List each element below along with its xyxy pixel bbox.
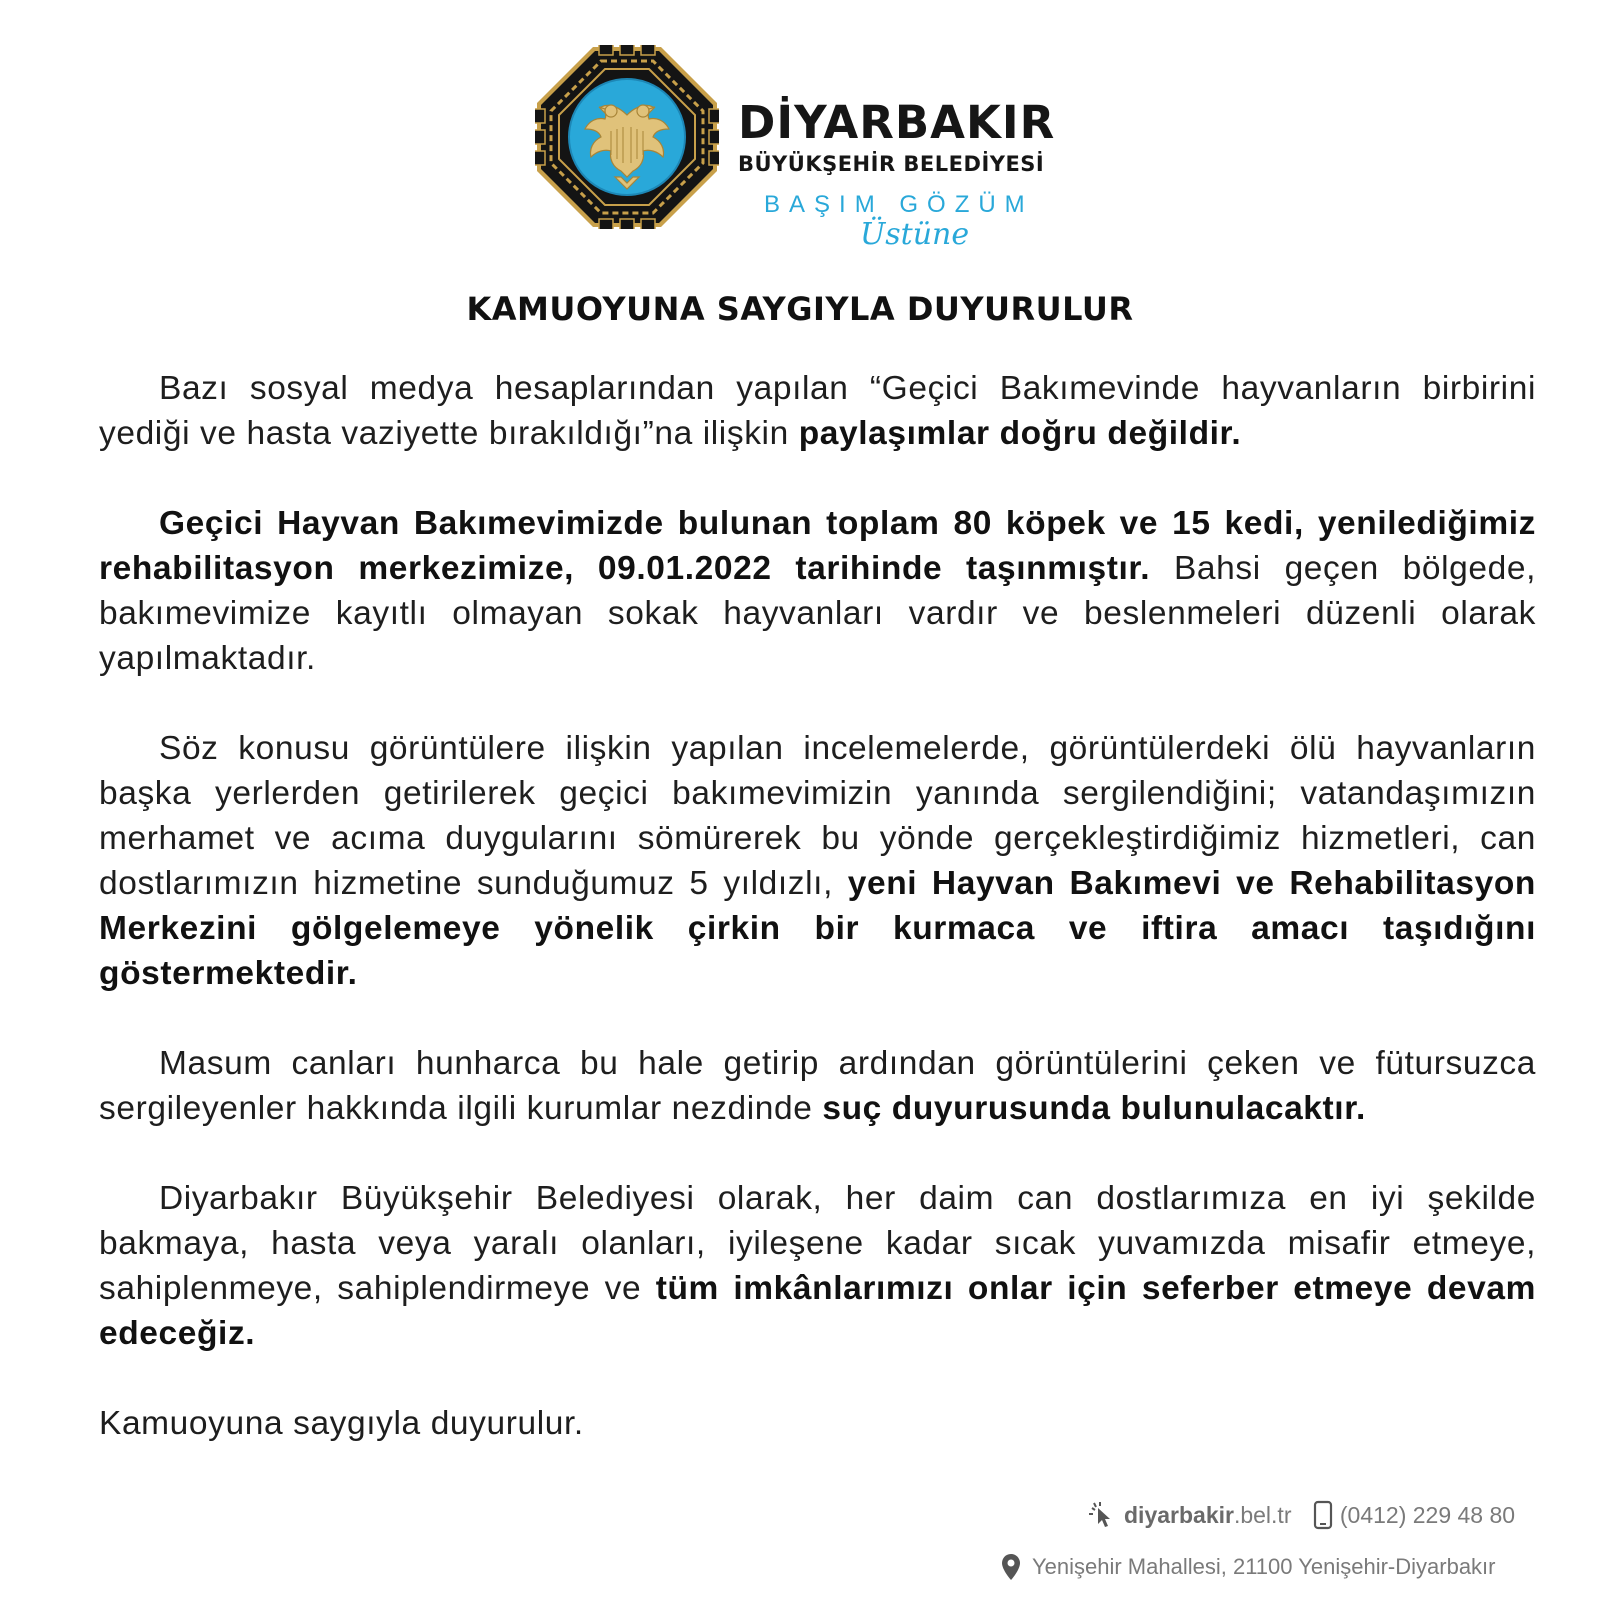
- announcement-title: KAMUOYUNA SAYGIYLA DUYURULUR: [466, 290, 1134, 328]
- website-link[interactable]: [1086, 1500, 1291, 1530]
- logo-wordmark: [738, 98, 1078, 252]
- paragraph-4-bold: suç duyurusunda bulunulacaktır.: [822, 1090, 1366, 1127]
- mobile-phone-icon: [1312, 1500, 1334, 1530]
- footer-address-row: [1000, 1552, 1530, 1588]
- phone-number: (0412) 229 48 80: [1339, 1501, 1516, 1528]
- phone-contact[interactable]: [1312, 1500, 1515, 1530]
- paragraph-5: [99, 1176, 1536, 1356]
- paragraph-3-text: Söz konusu görüntülere ilişkin yapılan incelemelerde, görüntülerdeki ölü hayvanların başka yerlerden getirilerek geçici bakımevimizin yanında sergilendiğini; vatandaşımızın merhamet ve acıma duygularını sömürerek bu yönde gerçekleştirdiğimiz hizmetleri, can dostlarımızın hizmetine sunduğumuz 5 yıldızlı,: [99, 730, 1536, 902]
- municipality-emblem-icon: [535, 45, 719, 229]
- location-pin-icon: [1000, 1552, 1022, 1582]
- paragraph-2: [99, 501, 1536, 681]
- paragraph-3-bold: yeni Hayvan Bakımevi ve Rehabilitasyon Merkezini gölgelemeye yönelik çirkin bir kurmaca ve iftira amacı taşıdığını göstermektedir.: [99, 865, 1536, 992]
- paragraph-5-bold: tüm imkânlarımızı onlar için seferber etmeye devam edeceğiz.: [99, 1270, 1536, 1352]
- paragraph-2-bold: Geçici Hayvan Bakımevimizde bulunan toplam 80 köpek ve 15 kedi, yenilediğimiz rehabilitasyon merkezimize, 09.01.2022 tarihinde taşınmıştır.: [99, 505, 1536, 587]
- paragraph-4-text: Masum canları hunharca bu hale getirip ardından görüntülerini çeken ve fütursuzca sergileyenler hakkında ilgili kurumlar nezdinde: [99, 1045, 1536, 1127]
- logo-slogan: BAŞIM GÖZÜM: [764, 191, 1034, 218]
- paragraph-5-text: Diyarbakır Büyükşehir Belediyesi olarak, her daim can dostlarımıza en iyi şekilde bakmaya, hasta veya yaralı olanları, iyileşene kadar sıcak yuvamızda misafir etmeye, sahiplenmeye, sahiplendirmeye ve: [99, 1180, 1536, 1307]
- footer-contact-row: [1086, 1500, 1526, 1540]
- address-text: Yenişehir Mahallesi, 21100 Yenişehir-Diyarbakır: [1032, 1554, 1496, 1579]
- logo-slogan-script: Üstüne: [860, 217, 970, 252]
- paragraph-1: [99, 366, 1536, 456]
- announcement-body: [99, 366, 1536, 1446]
- paragraph-1-text: Bazı sosyal medya hesaplarından yapılan “Geçici Bakımevinde hayvanların birbirini yediği ve hasta vaziyette bırakıldığı”na ilişkin: [99, 370, 1536, 452]
- click-cursor-icon: [1086, 1500, 1116, 1530]
- closing-line: Kamuoyuna saygıyla duyurulur.: [99, 1405, 584, 1442]
- address: [1000, 1552, 1496, 1582]
- logo-subtitle: BÜYÜKŞEHİR BELEDİYESİ: [738, 152, 1045, 176]
- paragraph-4: [99, 1041, 1536, 1131]
- website-suffix: .bel.tr: [1233, 1501, 1292, 1528]
- paragraph-1-bold: paylaşımlar doğru değildir.: [798, 415, 1242, 452]
- logo-name: DİYARBAKIR: [738, 96, 1056, 149]
- website-domain: diyarbakir: [1124, 1501, 1234, 1528]
- paragraph-2-text: Bahsi geçen bölgede, bakımevimize kayıtlı olmayan sokak hayvanları vardır ve beslenmeleri düzenli olarak yapılmaktadır.: [99, 550, 1536, 677]
- paragraph-3: [99, 726, 1536, 996]
